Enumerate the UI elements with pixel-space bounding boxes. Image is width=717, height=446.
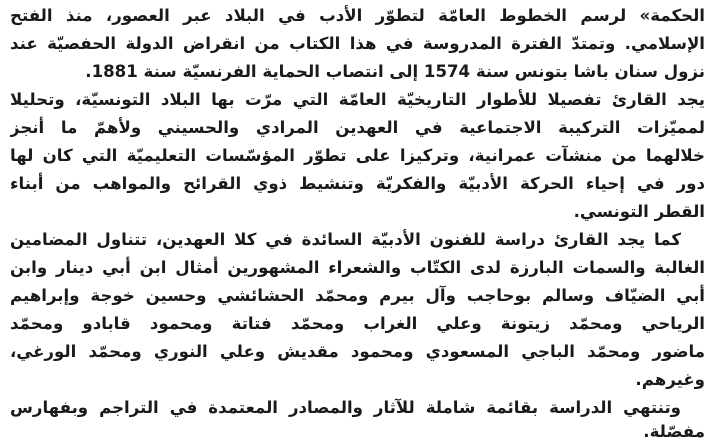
paragraph-line-5: لمميّزات التركيبة الاجتماعية في العهدين المرادي والحسيني ولأهمّ ما أنجز — [10, 118, 705, 137]
paragraph-line-16: مفصّلة. — [643, 422, 705, 441]
paragraph-line-1: الحكمة» لرسم الخطوط العامّة لتطوّر الأدب في البلاد عبر العصور، منذ الفتح — [10, 6, 705, 25]
paragraph-line-2: الإسلامي. وتمتدّ الفترة المدروسة في هذا الكتاب من انقراض الدولة الحفصيّة عند — [10, 34, 705, 53]
paragraph-line-4: يجد القارئ تفصيلا للأطوار التاريخيّة العامّة التي مرّت بها البلاد التونسيّة، وتحليلا — [10, 90, 705, 109]
paragraph-line-12: الرياحي ومحمّد زيتونة وعلي الغراب ومحمّد فتاتة ومحمود قابادو ومحمّد — [10, 314, 705, 333]
paragraph-line-7: دور في إحياء الحركة الأدبيّة والفكريّة وتنشيط ذوي القرائح والمواهب من أبناء — [10, 174, 705, 193]
paragraph-line-11: أبي الضيّاف وسالم بوحاجب وآل بيرم ومحمّد الحشائشي وحسين خوجة وإبراهيم — [10, 286, 705, 305]
paragraph-line-14: وغيرهم. — [635, 370, 705, 389]
paragraph-line-6: خلالهما من منشآت عمرانية، وتركيزا على تطوّر المؤسّسات التعليميّة التي كان لها — [10, 146, 705, 165]
paragraph-line-15: وتنتهي الدراسة بقائمة شاملة للآثار والمصادر المعتمدة في التراجم وبفهارس — [10, 398, 681, 417]
paragraph-line-9: كما يجد القارئ دراسة للفنون الأدبيّة السائدة في كلا العهدين، تتناول المضامين — [10, 230, 681, 249]
paragraph-line-8: القطر التونسي. — [573, 202, 705, 221]
paragraph-line-13: ماضور ومحمّد الباجي المسعودي ومحمود مقديش وعلي النوري ومحمّد الورغي، — [10, 342, 705, 361]
paragraph-line-10: الغالبة والسمات البارزة لدى الكتّاب والشعراء المشهورين أمثال ابن أبي دينار وابن — [10, 258, 705, 277]
paragraph-line-3: نزول سنان باشا بتونس سنة 1574 إلى انتصاب الحماية الفرنسيّة سنة 1881. — [85, 62, 705, 81]
